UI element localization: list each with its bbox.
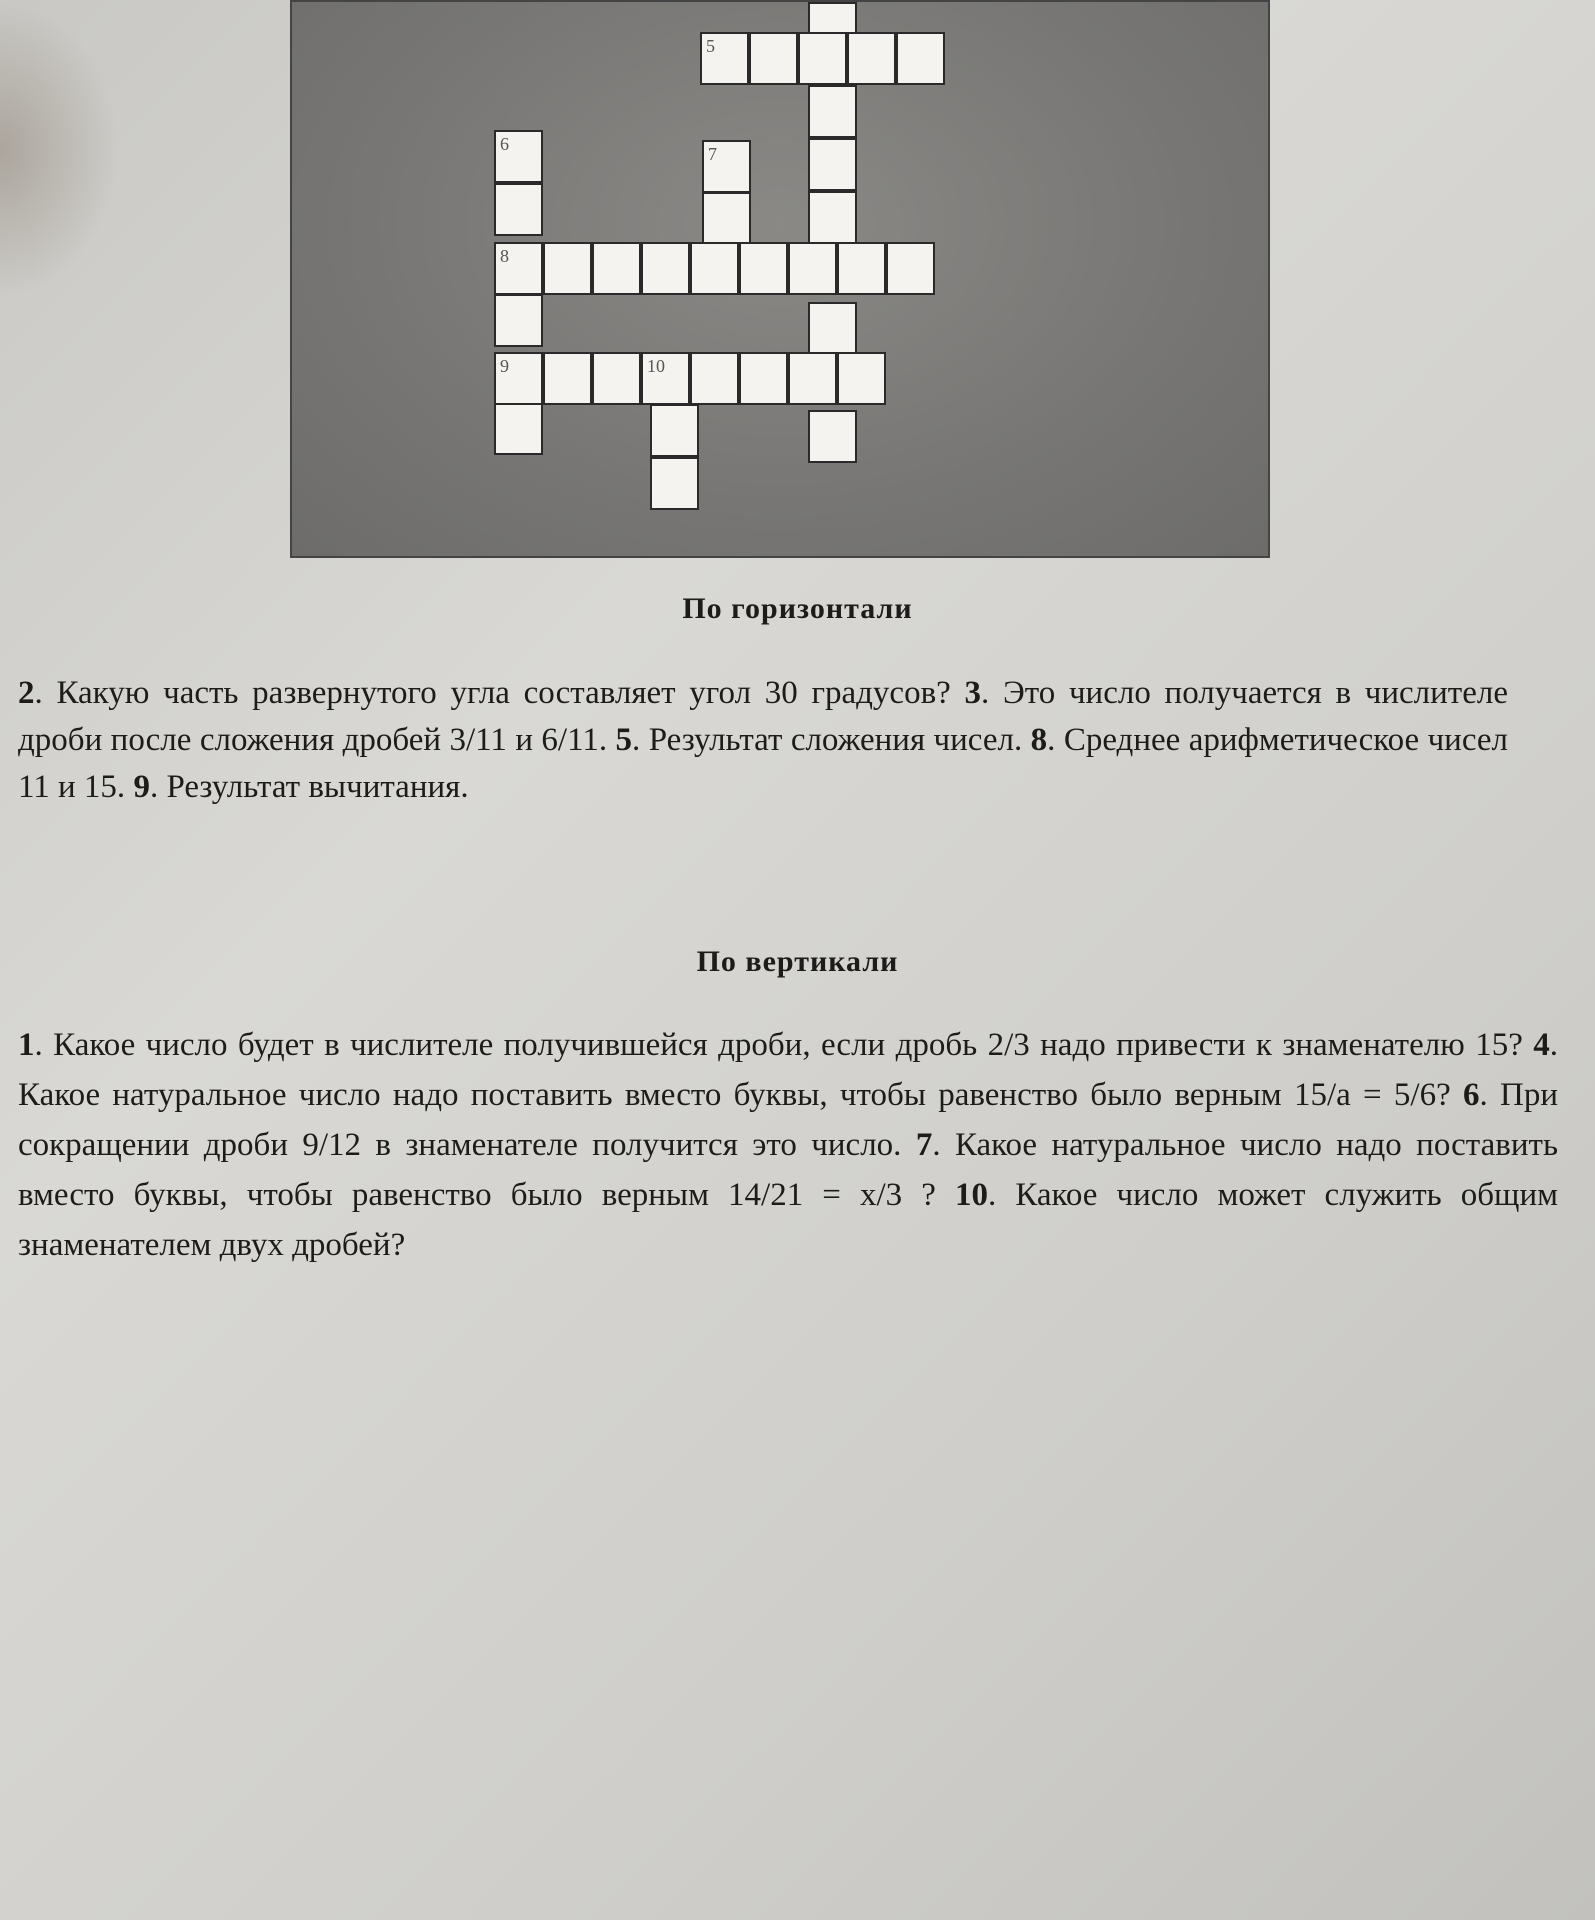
horizontal-clues xyxy=(18,670,1508,811)
clue-text: . Какое число может служить общим знаменателем двух дробей? xyxy=(18,1177,1558,1263)
vertical-title: По вертикали xyxy=(696,945,899,978)
crossword-cell[interactable] xyxy=(702,192,751,245)
clue-number: 10 xyxy=(647,356,665,376)
photo-shadow xyxy=(0,0,120,300)
clue-text: . Какую часть развернутого угла составляет угол 30 градусов? xyxy=(34,675,965,711)
crossword-grid xyxy=(290,0,1270,558)
crossword-cell[interactable] xyxy=(650,404,699,457)
clue-number: 8 xyxy=(1030,722,1048,758)
crossword-cell-8[interactable] xyxy=(494,242,543,295)
crossword-cell[interactable] xyxy=(808,302,857,355)
clue-number: 9 xyxy=(133,769,150,805)
crossword-cell-5[interactable] xyxy=(700,32,749,85)
clue-text: . Результат сложения чисел. xyxy=(632,722,1031,758)
vertical-clues xyxy=(18,1020,1558,1270)
clue-text: . Это число получается в числителе дроби после сложения дробей 3/11 и 6/11. xyxy=(18,675,1508,758)
clue-number: 9 xyxy=(500,356,509,376)
crossword-cell[interactable] xyxy=(749,32,798,85)
crossword-cell[interactable] xyxy=(494,402,543,455)
crossword-cell-10[interactable] xyxy=(641,352,690,405)
clue-number: 7 xyxy=(708,144,717,164)
clue-text: . При сокращении дроби 9/12 в знаменателе получится это число. xyxy=(18,1077,1558,1163)
clue-number: 5 xyxy=(615,722,633,758)
crossword-cell[interactable] xyxy=(798,32,847,85)
clue-text: . Результат вычитания. xyxy=(149,769,469,805)
crossword-cell[interactable] xyxy=(788,242,837,295)
crossword-cell[interactable] xyxy=(739,352,788,405)
crossword-cell[interactable] xyxy=(837,242,886,295)
crossword-cell-9[interactable] xyxy=(494,352,543,405)
crossword-cell[interactable] xyxy=(739,242,788,295)
clue-number: 8 xyxy=(500,246,509,266)
crossword-cell-6[interactable] xyxy=(494,130,543,183)
crossword-cell[interactable] xyxy=(543,242,592,295)
clue-number: 7 xyxy=(915,1127,933,1163)
crossword-cell[interactable] xyxy=(494,183,543,236)
crossword-cell[interactable] xyxy=(808,191,857,244)
crossword-cell[interactable] xyxy=(847,32,896,85)
clue-number: 4 xyxy=(1533,1027,1550,1063)
crossword-cell[interactable] xyxy=(808,138,857,191)
clue-text: . Какое натуральное число надо поставить вместо буквы, чтобы равенство было верным 14/21 = х/3 ? xyxy=(18,1127,1558,1213)
clue-text: . Какое натуральное число надо поставить вместо буквы, чтобы равенство было верным 15/а = 5/6? xyxy=(18,1027,1558,1113)
crossword-cell[interactable] xyxy=(690,352,739,405)
horizontal-title: По горизонтали xyxy=(682,592,913,625)
clue-text: . Среднее арифметическое чисел 11 и 15. xyxy=(18,722,1509,805)
crossword-cell[interactable] xyxy=(808,410,857,463)
crossword-cell[interactable] xyxy=(690,242,739,295)
crossword-cell[interactable] xyxy=(896,32,945,85)
crossword-cell[interactable] xyxy=(592,352,641,405)
crossword-cell[interactable] xyxy=(808,85,857,138)
clue-text: . Какое число будет в числителе получившейся дроби, если дробь 2/3 надо привести к знаменателю 15? xyxy=(34,1027,1534,1063)
clue-number: 1 xyxy=(18,1027,35,1063)
clue-number: 5 xyxy=(706,36,715,56)
crossword-cell[interactable] xyxy=(788,352,837,405)
crossword-cell[interactable] xyxy=(650,457,699,510)
crossword-cell[interactable] xyxy=(886,242,935,295)
clue-number: 3 xyxy=(964,675,982,711)
clue-number: 10 xyxy=(954,1177,988,1213)
clue-number: 2 xyxy=(18,675,35,711)
crossword-cell[interactable] xyxy=(543,352,592,405)
crossword-cell[interactable] xyxy=(494,294,543,347)
clue-number: 6 xyxy=(1462,1077,1480,1113)
crossword-cell[interactable] xyxy=(592,242,641,295)
clue-number: 6 xyxy=(500,134,509,154)
crossword-cell-7[interactable] xyxy=(702,140,751,193)
crossword-cell[interactable] xyxy=(837,352,886,405)
crossword-cell[interactable] xyxy=(641,242,690,295)
